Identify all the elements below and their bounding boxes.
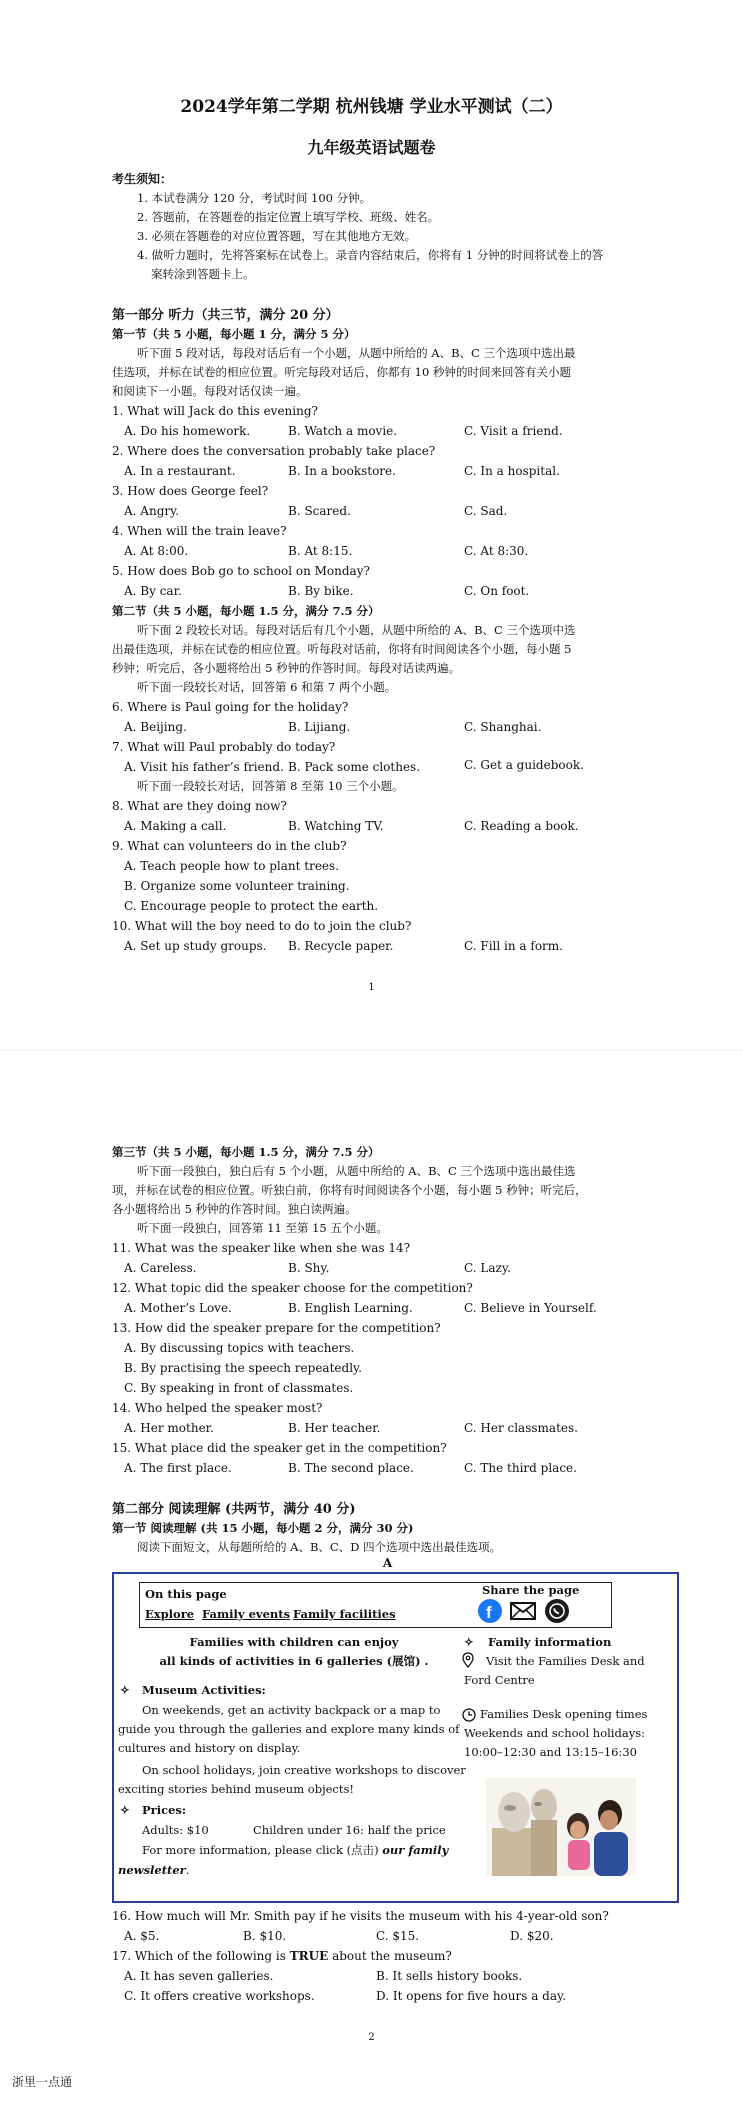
more-info-end: . xyxy=(185,1863,190,1877)
instruction-line: 听下面一段独白，回答第 11 至第 15 五个小题。 xyxy=(137,1221,388,1235)
email-icon[interactable] xyxy=(510,1601,536,1621)
question-part: about the museum? xyxy=(328,1949,452,1963)
option-a[interactable]: A. Mother’s Love. xyxy=(124,1301,232,1315)
question-text: 11. What was the speaker like when she was 14? xyxy=(112,1241,411,1255)
location-pin-icon xyxy=(462,1652,474,1668)
notice-line: 案转涂到答题卡上。 xyxy=(151,267,255,281)
option-a[interactable]: A. In a restaurant. xyxy=(124,464,236,478)
instruction-line: 各小题将给出 5 秒钟的作答时间。独白读两遍。 xyxy=(112,1202,357,1216)
instruction-line: 佳选项，并标在试卷的相应位置。听完每段对话后，你都有 10 秒钟的时间来回答有关小题 xyxy=(112,365,571,379)
watermark: 浙里一点通 xyxy=(12,2075,73,2089)
option-b[interactable]: B. At 8:15. xyxy=(288,544,353,558)
notice-line: 3. 必须在答题卷的对应位置答题，写在其他地方无效。 xyxy=(137,229,417,243)
on-this-page-label: On this page xyxy=(145,1587,227,1601)
question-emphasis: TRUE xyxy=(289,1949,329,1963)
instruction-line: 出最佳选项，并标在试卷的相应位置。听每段对话前，你将有时间阅读各个小题，每小题 5 xyxy=(112,642,572,656)
instruction-line: 听下面一段较长对话，回答第 6 和第 7 两个小题。 xyxy=(137,680,397,694)
option-c[interactable]: C. Encourage people to protect the earth. xyxy=(124,899,379,913)
option-c[interactable]: C. In a hospital. xyxy=(464,464,560,478)
question-text: 14. Who helped the speaker most? xyxy=(112,1401,323,1415)
more-info-prefix: For more information, please click (点击) xyxy=(142,1843,379,1857)
instruction-line: 听下面 2 段较长对话。每段对话后有几个小题，从题中所给的 A、B、C 三个选项中选 xyxy=(137,623,576,637)
option-b[interactable]: B. Pack some clothes. xyxy=(288,760,421,774)
prices-heading: Prices: xyxy=(142,1803,187,1817)
question-text: 3. How does George feel? xyxy=(112,484,269,498)
family-newsletter-link[interactable]: our family xyxy=(382,1843,449,1857)
family-photo xyxy=(486,1778,636,1876)
option-c[interactable]: C. Lazy. xyxy=(464,1261,511,1275)
option-a[interactable]: A. Beijing. xyxy=(124,720,187,734)
family-info-heading: Family information xyxy=(488,1635,612,1649)
option-a[interactable]: A. Angry. xyxy=(124,504,180,518)
share-label: Share the page xyxy=(482,1583,580,1597)
passage-label: A xyxy=(382,1556,393,1570)
page-separator xyxy=(0,1050,743,1051)
question-text: 2. Where does the conversation probably take place? xyxy=(112,444,436,458)
option-c[interactable]: C. Fill in a form. xyxy=(464,939,563,953)
link-family-events[interactable]: Family events xyxy=(202,1607,291,1621)
page-subtitle: 九年级英语试题卷 xyxy=(307,138,436,157)
part2-heading: 第二部分 阅读理解 (共两节，满分 40 分) xyxy=(112,1502,356,1517)
question-text: 13. How did the speaker prepare for the competition? xyxy=(112,1321,441,1335)
option-b[interactable]: B. Scared. xyxy=(288,504,351,518)
diamond-icon: ✧ xyxy=(120,1803,130,1817)
option-b[interactable]: B. Recycle paper. xyxy=(288,939,394,953)
passage-line: exciting stories behind museum objects! xyxy=(118,1782,355,1796)
facebook-icon[interactable] xyxy=(478,1599,502,1623)
svg-text:f: f xyxy=(486,1603,492,1622)
intro-line: all kinds of activities in 6 galleries (展馆) . xyxy=(159,1654,429,1668)
question-text: 15. What place did the speaker get in the competition? xyxy=(112,1441,447,1455)
question-text: 9. What can volunteers do in the club? xyxy=(112,839,347,853)
instruction-line: 听下面一段较长对话，回答第 8 至第 10 三个小题。 xyxy=(137,779,404,793)
instruction-line: 阅读下面短文，从每题所给的 A、B、C、D 四个选项中选出最佳选项。 xyxy=(137,1540,502,1554)
passage-line: On school holidays, join creative workshops to discover xyxy=(142,1763,466,1777)
option-b[interactable]: B. Organize some volunteer training. xyxy=(124,879,350,893)
question-part: 17. Which of the following is xyxy=(112,1949,290,1963)
option-c[interactable]: C. Her classmates. xyxy=(464,1421,578,1435)
option-c[interactable]: C. Visit a friend. xyxy=(464,424,563,438)
option-b[interactable]: B. It sells history books. xyxy=(376,1969,523,1983)
option-a[interactable]: A. $5. xyxy=(124,1929,160,1943)
page-number: 1 xyxy=(368,982,375,993)
option-a[interactable]: A. Visit his father’s friend. xyxy=(124,760,284,774)
question-text: 10. What will the boy need to do to join the club? xyxy=(112,919,412,933)
price-children: Children under 16: half the price xyxy=(253,1823,446,1837)
option-b[interactable]: B. $10. xyxy=(243,1929,287,1943)
family-newsletter-link-2[interactable]: newsletter xyxy=(118,1863,186,1877)
reading-section-heading: 第一节 阅读理解 (共 15 小题，每小题 2 分，满分 30 分) xyxy=(112,1521,414,1535)
instruction-line: 听下面一段独白，独白后有 5 个小题，从题中所给的 A、B、C 三个选项中选出最佳选 xyxy=(137,1164,576,1178)
option-b[interactable]: B. By practising the speech repeatedly. xyxy=(124,1361,363,1375)
option-a[interactable]: A. By discussing topics with teachers. xyxy=(124,1341,355,1355)
whatsapp-icon[interactable] xyxy=(545,1599,569,1623)
passage-line: guide you through the galleries and explore many kinds of xyxy=(118,1722,460,1736)
option-a[interactable]: A. At 8:00. xyxy=(124,544,189,558)
page-title: 2024学年第二学期 杭州钱塘 学业水平测试（二） xyxy=(180,97,563,117)
option-b[interactable]: B. By bike. xyxy=(288,584,354,598)
section1-heading: 第一节（共 5 小题，每小题 1 分，满分 5 分） xyxy=(112,327,356,341)
section3-heading: 第三节（共 5 小题，每小题 1.5 分，满分 7.5 分） xyxy=(112,1145,380,1159)
option-b[interactable]: B. Lijiang. xyxy=(288,720,351,734)
option-a[interactable]: A. Do his homework. xyxy=(124,424,251,438)
option-c[interactable]: C. It offers creative workshops. xyxy=(124,1989,315,2003)
question-text: 4. When will the train leave? xyxy=(112,524,287,538)
notice-line: 4. 做听力题时，先将答案标在试卷上。录音内容结束后，你将有 1 分钟的时间将试卷上的答 xyxy=(137,248,604,262)
option-c[interactable]: C. Get a guidebook. xyxy=(464,758,584,772)
visit-line: Ford Centre xyxy=(464,1673,535,1687)
question-text xyxy=(112,1949,452,1964)
option-c[interactable]: C. Reading a book. xyxy=(464,819,579,833)
option-b[interactable]: B. The second place. xyxy=(288,1461,414,1475)
option-a[interactable]: A. Set up study groups. xyxy=(124,939,267,953)
opening-line: 10:00–12:30 and 13:15–16:30 xyxy=(464,1745,637,1759)
option-d[interactable]: D. It opens for five hours a day. xyxy=(376,1989,567,2003)
option-a[interactable]: A. By car. xyxy=(124,584,182,598)
question-text: 8. What are they doing now? xyxy=(112,799,287,813)
option-d[interactable]: D. $20. xyxy=(510,1929,554,1943)
activities-heading: Museum Activities: xyxy=(142,1683,266,1697)
question-text: 6. Where is Paul going for the holiday? xyxy=(112,700,349,714)
option-b[interactable]: B. English Learning. xyxy=(288,1301,413,1315)
option-a[interactable]: A. Careless. xyxy=(124,1261,197,1275)
option-c[interactable]: C. By speaking in front of classmates. xyxy=(124,1381,354,1395)
option-b[interactable]: B. Her teacher. xyxy=(288,1421,381,1435)
option-b[interactable]: B. Watching TV. xyxy=(288,819,384,833)
option-b[interactable]: B. Watch a movie. xyxy=(288,424,398,438)
option-c[interactable]: C. Believe in Yourself. xyxy=(464,1301,597,1315)
link-family-facilities[interactable]: Family facilities xyxy=(293,1607,396,1621)
intro-line: Families with children can enjoy xyxy=(189,1635,399,1649)
notice-line: 2. 答题前，在答题卷的指定位置上填写学校、班级、姓名。 xyxy=(137,210,440,224)
option-c[interactable]: C. The third place. xyxy=(464,1461,577,1475)
price-adults: Adults: $10 xyxy=(142,1823,209,1837)
option-c[interactable]: C. On foot. xyxy=(464,584,530,598)
clock-icon xyxy=(462,1707,476,1721)
opening-line: Weekends and school holidays: xyxy=(464,1726,645,1740)
option-c[interactable]: C. Sad. xyxy=(464,504,508,518)
option-a[interactable]: A. Her mother. xyxy=(124,1421,214,1435)
notice-heading: 考生须知： xyxy=(112,172,173,186)
section2-heading: 第二节（共 5 小题，每小题 1.5 分，满分 7.5 分） xyxy=(112,604,380,618)
passage-line: On weekends, get an activity backpack or a map to xyxy=(142,1703,441,1717)
question-text: 1. What will Jack do this evening? xyxy=(112,404,318,418)
question-text: 12. What topic did the speaker choose for the competition? xyxy=(112,1281,473,1295)
notice-line: 1. 本试卷满分 120 分，考试时间 100 分钟。 xyxy=(137,191,372,205)
option-c[interactable]: C. At 8:30. xyxy=(464,544,529,558)
more-info-text-2 xyxy=(118,1863,189,1878)
option-c[interactable]: C. $15. xyxy=(376,1929,420,1943)
visit-line: Visit the Families Desk and xyxy=(486,1654,645,1668)
option-a[interactable]: A. The first place. xyxy=(124,1461,232,1475)
opening-heading: Families Desk opening times xyxy=(480,1707,648,1721)
option-a[interactable]: A. It has seven galleries. xyxy=(124,1969,274,1983)
diamond-icon: ✧ xyxy=(464,1635,474,1649)
passage-line: cultures and history on display. xyxy=(118,1741,301,1755)
page-number: 2 xyxy=(368,2032,375,2043)
more-info-text xyxy=(142,1843,448,1858)
diamond-icon: ✧ xyxy=(120,1683,130,1697)
option-b[interactable]: B. Shy. xyxy=(288,1261,330,1275)
instruction-line: 听下面 5 段对话，每段对话后有一个小题，从题中所给的 A、B、C 三个选项中选出最 xyxy=(137,346,576,360)
instruction-line: 和阅读下一小题。每段对话仅读一遍。 xyxy=(112,384,308,398)
question-text: 16. How much will Mr. Smith pay if he visits the museum with his 4-year-old son? xyxy=(112,1909,609,1923)
option-c[interactable]: C. Shanghai. xyxy=(464,720,542,734)
question-text: 5. How does Bob go to school on Monday? xyxy=(112,564,370,578)
option-b[interactable]: B. In a bookstore. xyxy=(288,464,396,478)
instruction-line: 项，并标在试卷的相应位置。听独白前，你将有时间阅读各个小题，每小题 5 秒钟；听完后， xyxy=(112,1183,587,1197)
part1-heading: 第一部分 听力（共三节，满分 20 分） xyxy=(112,308,339,323)
option-a[interactable]: A. Teach people how to plant trees. xyxy=(124,859,340,873)
question-text: 7. What will Paul probably do today? xyxy=(112,740,336,754)
link-explore[interactable]: Explore xyxy=(145,1607,195,1621)
instruction-line: 秒钟；听完后，各小题将给出 5 秒钟的作答时间。每段对话读两遍。 xyxy=(112,661,461,675)
option-a[interactable]: A. Making a call. xyxy=(124,819,227,833)
